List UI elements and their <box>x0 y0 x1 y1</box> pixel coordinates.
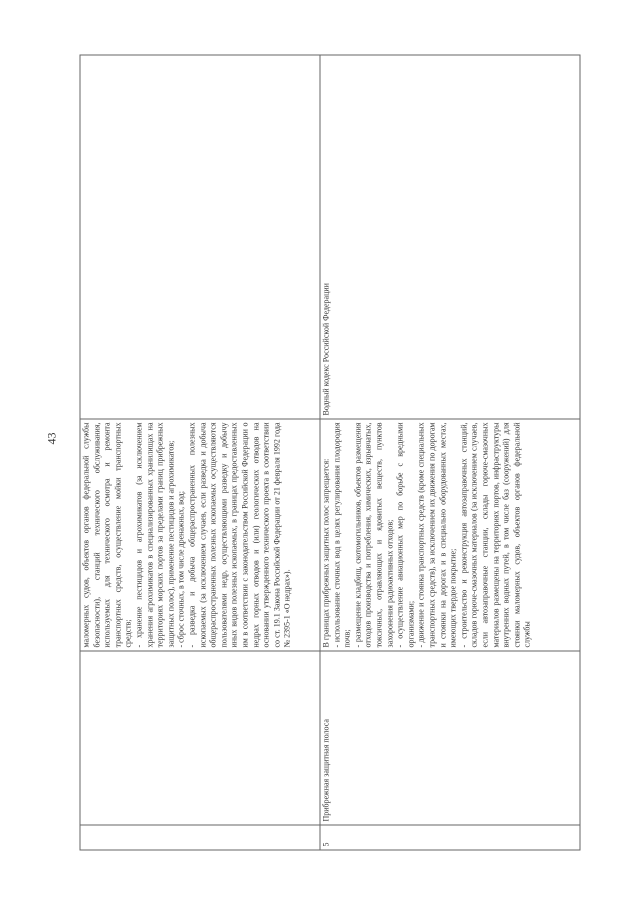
restriction-text: - размещение кладбищ, скотомогильников, объектов размещения отходов производства и потребления, химических, взрывчатых, токсичных, отравляющих и ядовитых веществ, пунктов захоронения радиоактивных отходов; <box>352 422 394 647</box>
row-number-cell: 5 <box>320 825 580 850</box>
law-cell <box>80 55 320 419</box>
restriction-text: - строительство и реконструкция автозаправочных станций, складов горюче-смазочных материалов (за исключением случаев, если автозаправочные станции, склады горюче-смазочных материалов размещены на территориях портов, инфраструктуры внутренних водных путей, в том числе баз (сооружений) для стоянки маломерных судов, объектов органов федеральной службы <box>458 422 532 647</box>
restriction-text: - сброс сточных, в том числе дренажных, вод; <box>176 490 186 647</box>
page-number: 43 <box>44 432 59 445</box>
row-number-cell <box>80 825 320 850</box>
restriction-text: - разведка и добыча общераспространенных полезных ископаемых (за исключением случаев, если разведка и добыча общераспространенных полезных ископаемых осуществляются пользователями недр, осуществляющими разведку и добычу иных видов полезных ископаемых, в границах предоставленных им в соответствии с законодательством Российской Федерации о недрах горных отводов и (или) геологических отводов на основании утвержденного технического проекта в соответствии со ст. 19.1 Закона Российской Федерации от 21 февраля 1992 года № 2395-1 «О недрах»). <box>186 422 292 647</box>
restriction-text: - осуществление авиационных мер по борьбе с вредными организмами; <box>395 422 415 647</box>
table-row <box>320 55 580 850</box>
restriction-text: - использование сточных вод в целях регулирования плодородия почв; <box>331 422 352 647</box>
restriction-text: маломерных судов, объектов органов федеральной службы безопасности), станций технического обслуживания, используемых для технического осмотра и ремонта транспортных средств, осуществление мойки транспортных средств; <box>81 422 133 647</box>
restrictions-cell <box>320 419 580 651</box>
law-cell: Водный кодекс Российской Федерации <box>320 55 580 419</box>
object-cell <box>80 651 320 825</box>
table-row <box>80 55 320 850</box>
restrictions-table <box>79 54 580 850</box>
restriction-text: В границах прибрежных защитных полос запрещается: <box>321 458 330 647</box>
restrictions-table-wrapper <box>79 54 580 850</box>
restrictions-cell <box>80 419 320 651</box>
object-cell: Прибрежная защитная полоса <box>320 651 580 825</box>
restriction-text: - движение и стоянка транспортных средств (кроме специальных транспортных средств), за исключением их движения по дорогам и стоянки на дорогах и в специально оборудованных местах, имеющих твердое покрытие; <box>416 422 458 647</box>
restriction-text: - хранение пестицидов и агрохимикатов (за исключением хранения агрохимикатов в специализированных хранилищах на территориях морских портов за пределами границ прибрежных защитных полос), применение пестицидов и агрохимикатов; <box>133 422 175 647</box>
